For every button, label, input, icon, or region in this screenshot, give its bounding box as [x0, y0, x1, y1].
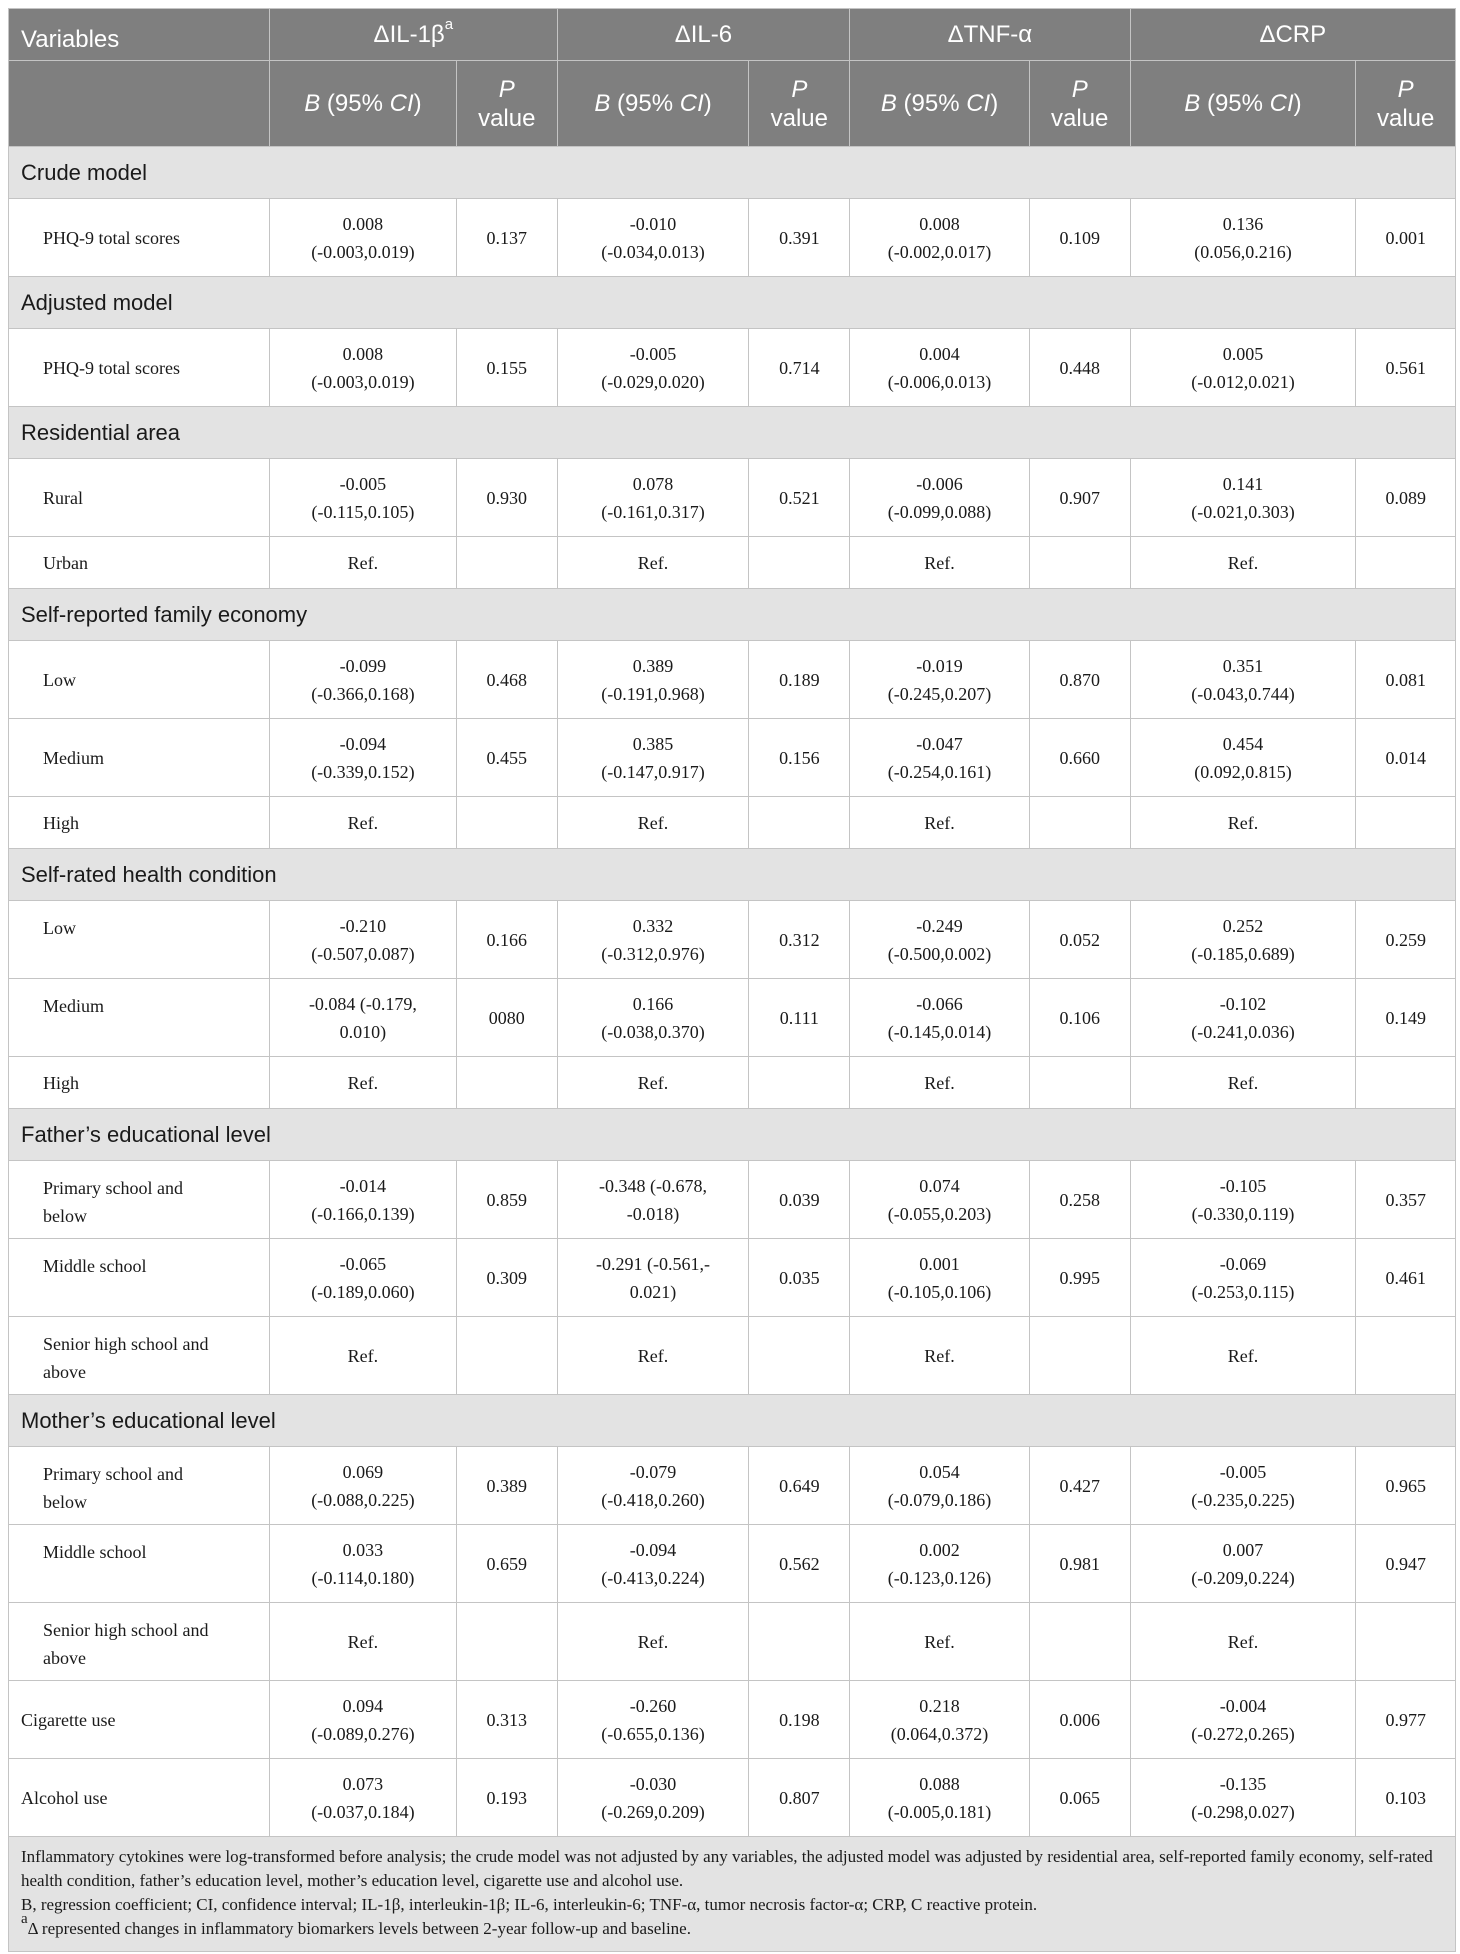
p-value-cell: 0.103 [1356, 1759, 1456, 1837]
row-label: Senior high school and above [9, 1317, 270, 1395]
coef-ci-cell: 0.454 (0.092,0.815) [1130, 719, 1356, 797]
p-value-cell: 0.562 [749, 1525, 850, 1603]
coef-ci-cell: 0.004 (-0.006,0.013) [850, 329, 1030, 407]
coef-ci-cell: Ref. [557, 1317, 749, 1395]
p-value-cell: 0.106 [1029, 979, 1130, 1057]
p-value-cell: 0.448 [1029, 329, 1130, 407]
coef-ci-cell: Ref. [1130, 1057, 1356, 1109]
section-row [9, 1395, 1456, 1447]
regression-results-table [8, 8, 1456, 1952]
p-value-cell: 0.807 [749, 1759, 850, 1837]
coef-ci-cell: -0.105 (-0.330,0.119) [1130, 1161, 1356, 1239]
p-value-cell: 0.461 [1356, 1239, 1456, 1317]
coef-ci-cell: -0.099 (-0.366,0.168) [269, 641, 456, 719]
b-ci-subheader: B (95% CI) [850, 61, 1030, 147]
table-footnotes [9, 1837, 1456, 1952]
coef-ci-cell: 0.351 (-0.043,0.744) [1130, 641, 1356, 719]
row-label: Primary school and below [9, 1447, 270, 1525]
coef-ci-cell: 0.094 (-0.089,0.276) [269, 1681, 456, 1759]
table-row [9, 537, 1456, 589]
p-value-cell [1356, 797, 1456, 849]
coef-ci-cell: 0.008 (-0.003,0.019) [269, 329, 456, 407]
coef-ci-cell: 0.074 (-0.055,0.203) [850, 1161, 1030, 1239]
variables-header: Variables [9, 9, 270, 61]
p-value-cell [1356, 1057, 1456, 1109]
section-label: Father’s educational level [9, 1109, 1456, 1161]
p-value-cell [749, 797, 850, 849]
table-row [9, 1161, 1456, 1239]
coef-ci-cell: 0.166 (-0.038,0.370) [557, 979, 749, 1057]
coef-ci-cell: Ref. [850, 537, 1030, 589]
row-label: Urban [9, 537, 270, 589]
p-value-cell: 0.155 [456, 329, 557, 407]
p-value-cell [749, 1603, 850, 1681]
coef-ci-cell: 0.008 (-0.002,0.017) [850, 199, 1030, 277]
row-label: Alcohol use [9, 1759, 270, 1837]
p-value-cell [456, 1057, 557, 1109]
p-value-subheader: P value [456, 61, 557, 147]
section-label: Crude model [9, 147, 1456, 199]
row-label: Rural [9, 459, 270, 537]
coef-ci-cell: -0.084 (-0.179, 0.010) [269, 979, 456, 1057]
coef-ci-cell: Ref. [269, 1317, 456, 1395]
coef-ci-cell: -0.004 (-0.272,0.265) [1130, 1681, 1356, 1759]
p-value-cell: 0.649 [749, 1447, 850, 1525]
p-value-cell: 0.947 [1356, 1525, 1456, 1603]
coef-ci-cell: 0.033 (-0.114,0.180) [269, 1525, 456, 1603]
coef-ci-cell: 0.001 (-0.105,0.106) [850, 1239, 1030, 1317]
table-row [9, 1681, 1456, 1759]
p-value-cell [1029, 1603, 1130, 1681]
b-ci-subheader: B (95% CI) [269, 61, 456, 147]
p-value-cell [1029, 797, 1130, 849]
p-value-cell: 0.014 [1356, 719, 1456, 797]
p-value-cell: 0.065 [1029, 1759, 1130, 1837]
coef-ci-cell: 0.007 (-0.209,0.224) [1130, 1525, 1356, 1603]
p-value-cell: 0.357 [1356, 1161, 1456, 1239]
coef-ci-cell: Ref. [1130, 797, 1356, 849]
coef-ci-cell: 0.073 (-0.037,0.184) [269, 1759, 456, 1837]
outcome-header-tnfa: ΔTNF-α [850, 9, 1130, 61]
p-value-cell: 0.309 [456, 1239, 557, 1317]
section-row [9, 849, 1456, 901]
coef-ci-cell: Ref. [1130, 537, 1356, 589]
coef-ci-cell: 0.078 (-0.161,0.317) [557, 459, 749, 537]
outcome-header-il6: ΔIL-6 [557, 9, 850, 61]
coef-ci-cell: Ref. [269, 537, 456, 589]
coef-ci-cell: Ref. [269, 1057, 456, 1109]
row-label: Senior high school and above [9, 1603, 270, 1681]
table-row [9, 1603, 1456, 1681]
coef-ci-cell: -0.005 (-0.235,0.225) [1130, 1447, 1356, 1525]
coef-ci-cell: 0.008 (-0.003,0.019) [269, 199, 456, 277]
p-value-cell: 0.455 [456, 719, 557, 797]
p-value-cell: 0.166 [456, 901, 557, 979]
coef-ci-cell: Ref. [850, 797, 1030, 849]
coef-ci-cell: Ref. [850, 1603, 1030, 1681]
coef-ci-cell: -0.010 (-0.034,0.013) [557, 199, 749, 277]
b-ci-subheader: B (95% CI) [1130, 61, 1356, 147]
section-label: Self-rated health condition [9, 849, 1456, 901]
p-value-cell [749, 1057, 850, 1109]
p-value-cell [1356, 537, 1456, 589]
section-label: Self-reported family economy [9, 589, 1456, 641]
row-label: Medium [9, 719, 270, 797]
p-value-cell [1356, 1317, 1456, 1395]
table-row [9, 1239, 1456, 1317]
coef-ci-cell: 0.252 (-0.185,0.689) [1130, 901, 1356, 979]
coef-ci-cell: 0.389 (-0.191,0.968) [557, 641, 749, 719]
coef-ci-cell: 0.385 (-0.147,0.917) [557, 719, 749, 797]
coef-ci-cell: -0.291 (-0.561,- 0.021) [557, 1239, 749, 1317]
p-value-cell: 0.391 [749, 199, 850, 277]
coef-ci-cell: Ref. [557, 537, 749, 589]
coef-ci-cell: Ref. [557, 797, 749, 849]
p-value-cell [1029, 537, 1130, 589]
coef-ci-cell: -0.065 (-0.189,0.060) [269, 1239, 456, 1317]
table-row [9, 1759, 1456, 1837]
coef-ci-cell: Ref. [1130, 1317, 1356, 1395]
p-value-cell [456, 537, 557, 589]
p-value-cell: 0.006 [1029, 1681, 1130, 1759]
coef-ci-cell: -0.047 (-0.254,0.161) [850, 719, 1030, 797]
coef-ci-cell: 0.332 (-0.312,0.976) [557, 901, 749, 979]
p-value-cell [749, 1317, 850, 1395]
p-value-cell: 0.660 [1029, 719, 1130, 797]
p-value-cell: 0.930 [456, 459, 557, 537]
section-row [9, 589, 1456, 641]
table-row [9, 797, 1456, 849]
p-value-cell: 0.312 [749, 901, 850, 979]
p-value-cell: 0.052 [1029, 901, 1130, 979]
p-value-cell: 0.313 [456, 1681, 557, 1759]
row-label: Medium [9, 979, 270, 1057]
p-value-cell [456, 797, 557, 849]
footnote-models: Inflammatory cytokines were log-transformed before analysis; the crude model was not adjusted by any variables, the adjusted model was adjusted by residential area, self-reported family economy, self-rated health condition, father’s education level, mother’s education level, cigarette use and alcohol use. [21, 1847, 1433, 1890]
p-value-cell: 0.561 [1356, 329, 1456, 407]
coef-ci-cell: Ref. [557, 1603, 749, 1681]
coef-ci-cell: -0.069 (-0.253,0.115) [1130, 1239, 1356, 1317]
coef-ci-cell: -0.019 (-0.245,0.207) [850, 641, 1030, 719]
p-value-cell: 0.111 [749, 979, 850, 1057]
coef-ci-cell: -0.249 (-0.500,0.002) [850, 901, 1030, 979]
coef-ci-cell: -0.066 (-0.145,0.014) [850, 979, 1030, 1057]
row-label: High [9, 1057, 270, 1109]
p-value-cell [1029, 1057, 1130, 1109]
coef-ci-cell: -0.348 (-0.678, -0.018) [557, 1161, 749, 1239]
p-value-cell: 0.965 [1356, 1447, 1456, 1525]
coef-ci-cell: Ref. [557, 1057, 749, 1109]
p-value-cell [749, 537, 850, 589]
p-value-subheader: P value [749, 61, 850, 147]
section-label: Residential area [9, 407, 1456, 459]
table-row [9, 329, 1456, 407]
results-table-container [8, 8, 1456, 1952]
p-value-cell: 0.193 [456, 1759, 557, 1837]
p-value-subheader: P value [1029, 61, 1130, 147]
coef-ci-cell: -0.094 (-0.339,0.152) [269, 719, 456, 797]
p-value-cell: 0.907 [1029, 459, 1130, 537]
coef-ci-cell: 0.088 (-0.005,0.181) [850, 1759, 1030, 1837]
p-value-cell [1029, 1317, 1130, 1395]
p-value-cell: 0.389 [456, 1447, 557, 1525]
table-row [9, 459, 1456, 537]
section-row [9, 277, 1456, 329]
section-label: Adjusted model [9, 277, 1456, 329]
p-value-cell: 0.427 [1029, 1447, 1130, 1525]
coef-ci-cell: Ref. [269, 1603, 456, 1681]
b-ci-subheader: B (95% CI) [557, 61, 749, 147]
coef-ci-cell: 0.054 (-0.079,0.186) [850, 1447, 1030, 1525]
row-label: Low [9, 901, 270, 979]
left-margin-gap [0, 1205, 8, 1277]
table-row [9, 1447, 1456, 1525]
p-value-cell: 0.081 [1356, 641, 1456, 719]
coef-ci-cell: Ref. [1130, 1603, 1356, 1681]
p-value-cell: 0.259 [1356, 901, 1456, 979]
p-value-cell: 0080 [456, 979, 557, 1057]
p-value-cell: 0.981 [1029, 1525, 1130, 1603]
p-value-cell: 0.198 [749, 1681, 850, 1759]
coef-ci-cell: -0.006 (-0.099,0.088) [850, 459, 1030, 537]
p-value-cell: 0.870 [1029, 641, 1130, 719]
section-label: Mother’s educational level [9, 1395, 1456, 1447]
p-value-cell: 0.001 [1356, 199, 1456, 277]
coef-ci-cell: -0.005 (-0.029,0.020) [557, 329, 749, 407]
table-row [9, 979, 1456, 1057]
row-label: Primary school and below [9, 1161, 270, 1239]
p-value-cell: 0.149 [1356, 979, 1456, 1057]
coef-ci-cell: 0.005 (-0.012,0.021) [1130, 329, 1356, 407]
row-label: Cigarette use [9, 1681, 270, 1759]
coef-ci-cell: -0.030 (-0.269,0.209) [557, 1759, 749, 1837]
row-label: Middle school [9, 1525, 270, 1603]
p-value-cell: 0.035 [749, 1239, 850, 1317]
coef-ci-cell: -0.014 (-0.166,0.139) [269, 1161, 456, 1239]
p-value-cell: 0.468 [456, 641, 557, 719]
row-label: Low [9, 641, 270, 719]
p-value-cell: 0.521 [749, 459, 850, 537]
p-value-cell [456, 1317, 557, 1395]
coef-ci-cell: Ref. [850, 1057, 1030, 1109]
coef-ci-cell: 0.218 (0.064,0.372) [850, 1681, 1030, 1759]
coef-ci-cell: -0.005 (-0.115,0.105) [269, 459, 456, 537]
p-value-cell: 0.995 [1029, 1239, 1130, 1317]
section-row [9, 1109, 1456, 1161]
row-label: PHQ-9 total scores [9, 329, 270, 407]
coef-ci-cell: Ref. [850, 1317, 1030, 1395]
table-row [9, 719, 1456, 797]
p-value-cell: 0.714 [749, 329, 850, 407]
coef-ci-cell: 0.136 (0.056,0.216) [1130, 199, 1356, 277]
footnote-delta: $^a$Δ represented changes in inflammatory biomarkers levels between 2-year follow-up and baseline. [21, 1911, 691, 1938]
p-value-subheader: P value [1356, 61, 1456, 147]
table-row [9, 199, 1456, 277]
coef-ci-cell: -0.260 (-0.655,0.136) [557, 1681, 749, 1759]
outcome-header-il1b: ΔIL-$1\beta^a$ [269, 9, 557, 61]
section-row [9, 407, 1456, 459]
p-value-cell [456, 1603, 557, 1681]
outcome-header-crp: ΔCRP [1130, 9, 1455, 61]
p-value-cell: 0.089 [1356, 459, 1456, 537]
p-value-cell [1356, 1603, 1456, 1681]
variables-subheader [9, 61, 270, 147]
p-value-cell: 0.659 [456, 1525, 557, 1603]
table-header [9, 9, 1456, 147]
table-row [9, 1525, 1456, 1603]
table-row [9, 641, 1456, 719]
coef-ci-cell: Ref. [269, 797, 456, 849]
section-row [9, 147, 1456, 199]
table-row [9, 1317, 1456, 1395]
coef-ci-cell: -0.079 (-0.418,0.260) [557, 1447, 749, 1525]
coef-ci-cell: 0.069 (-0.088,0.225) [269, 1447, 456, 1525]
p-value-cell: 0.189 [749, 641, 850, 719]
footnote-abbreviations: B, regression coefficient; CI, confidence interval; IL-1β, interleukin-1β; IL-6, interleukin-6; TNF-α, tumor necrosis factor-α; CRP, C reactive protein. [21, 1895, 1038, 1914]
table-row [9, 901, 1456, 979]
coef-ci-cell: -0.210 (-0.507,0.087) [269, 901, 456, 979]
row-label: Middle school [9, 1239, 270, 1317]
p-value-cell: 0.039 [749, 1161, 850, 1239]
p-value-cell: 0.258 [1029, 1161, 1130, 1239]
row-label: PHQ-9 total scores [9, 199, 270, 277]
coef-ci-cell: 0.141 (-0.021,0.303) [1130, 459, 1356, 537]
coef-ci-cell: -0.135 (-0.298,0.027) [1130, 1759, 1356, 1837]
coef-ci-cell: -0.102 (-0.241,0.036) [1130, 979, 1356, 1057]
table-body [9, 147, 1456, 1837]
row-label: High [9, 797, 270, 849]
p-value-cell: 0.109 [1029, 199, 1130, 277]
coef-ci-cell: 0.002 (-0.123,0.126) [850, 1525, 1030, 1603]
p-value-cell: 0.859 [456, 1161, 557, 1239]
p-value-cell: 0.137 [456, 199, 557, 277]
coef-ci-cell: -0.094 (-0.413,0.224) [557, 1525, 749, 1603]
p-value-cell: 0.977 [1356, 1681, 1456, 1759]
p-value-cell: 0.156 [749, 719, 850, 797]
table-row [9, 1057, 1456, 1109]
